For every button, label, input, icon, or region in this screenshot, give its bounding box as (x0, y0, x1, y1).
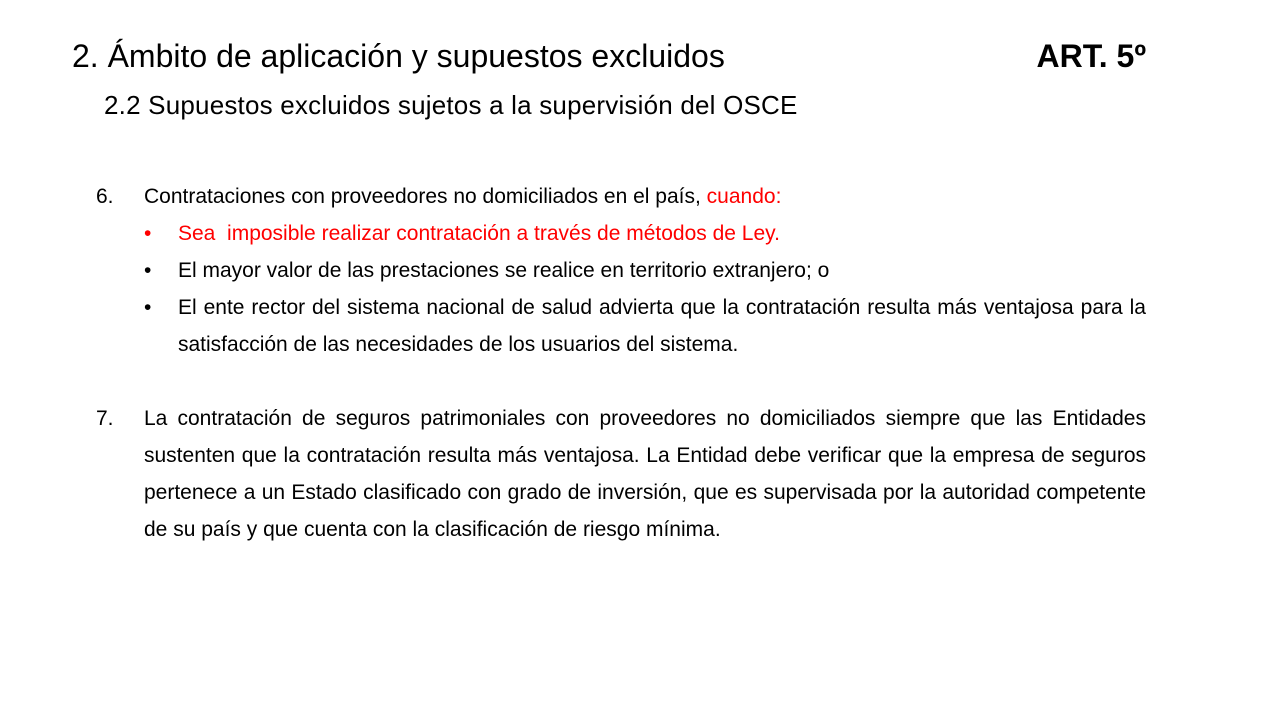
bullet-icon: • (144, 259, 152, 282)
title-row (72, 38, 1152, 75)
item-number: 6. (96, 185, 114, 208)
page-title: 2. Ámbito de aplicación y supuestos excluidos (72, 38, 725, 74)
bullet-list (144, 215, 1146, 363)
bullet-text: Sea imposible realizar contratación a través de métodos de Ley. (178, 222, 780, 245)
item-number: 7. (96, 407, 114, 430)
item-highlight-text: cuando: (706, 185, 782, 208)
list-item-7 (96, 400, 1146, 548)
bullet-text: El mayor valor de las prestaciones se realice en territorio extranjero; o (178, 259, 830, 282)
bullet-text: El ente rector del sistema nacional de salud advierta que la contratación resulta más ventajosa para la satisfacción de las necesidades de los usuarios del sistema. (178, 296, 1146, 356)
item-content (144, 178, 1146, 363)
article-label: ART. 5º (1036, 38, 1146, 74)
spacer (96, 363, 1146, 400)
bullet-icon: • (144, 296, 152, 319)
page-subtitle: 2.2 Supuestos excluidos sujetos a la supervisión del OSCE (104, 90, 798, 120)
item-text (144, 178, 1146, 215)
list-item-6 (96, 178, 1146, 363)
bullet-item (144, 215, 1146, 252)
bullet-icon: • (144, 222, 152, 245)
slide-body (96, 178, 1146, 548)
bullet-item (144, 289, 1146, 363)
item-text: La contratación de seguros patrimoniales con proveedores no domiciliados siempre que las Entidades sustenten que la contratación resulta más ventajosa. La Entidad debe verificar que la empresa de seguros pertenece a un Estado clasificado con grado de inversión, que es supervisada por la autoridad competente de su país y que cuenta con la clasificación de riesgo mínima. (144, 407, 1146, 541)
item-lead-text: Contrataciones con proveedores no domiciliados en el país, (144, 185, 707, 208)
bullet-item (144, 252, 1146, 289)
